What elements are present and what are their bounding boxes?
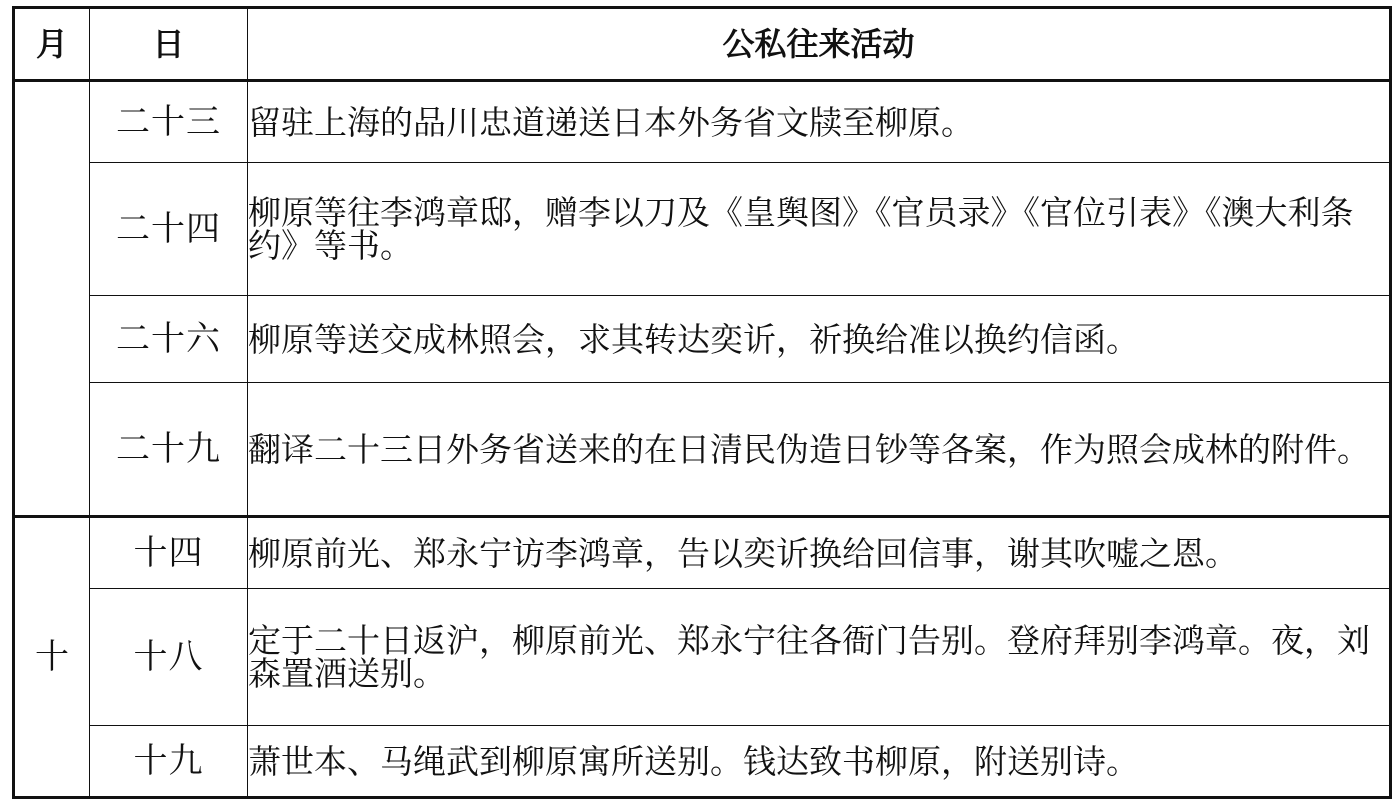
header-day: 日: [90, 8, 248, 81]
header-month: 月: [14, 8, 90, 81]
day-cell: 二十三: [90, 81, 248, 163]
table-row: [14, 296, 1391, 383]
day-cell: 十九: [90, 726, 248, 798]
activity-cell: 柳原前光、郑永宁访李鸿章，告以奕䜣换给回信事，谢其吹嘘之恩。: [248, 517, 1391, 589]
day-cell: 十四: [90, 517, 248, 589]
day-cell: 十八: [90, 589, 248, 726]
day-cell: 二十九: [90, 383, 248, 517]
table-row: [14, 383, 1391, 517]
table-row: [14, 81, 1391, 163]
table-row: [14, 517, 1391, 589]
table-row: [14, 163, 1391, 296]
activity-cell: 定于二十日返沪，柳原前光、郑永宁往各衙门告别。登府拜别李鸿章。夜，刘森置酒送别。: [248, 589, 1391, 726]
activity-cell: 萧世本、马绳武到柳原寓所送别。钱达致书柳原，附送别诗。: [248, 726, 1391, 798]
table-row: [14, 726, 1391, 798]
activity-table: [12, 6, 1392, 799]
table-row: [14, 589, 1391, 726]
activity-cell: 留驻上海的品川忠道递送日本外务省文牍至柳原。: [248, 81, 1391, 163]
day-cell: 二十四: [90, 163, 248, 296]
header-row: [14, 8, 1391, 81]
header-activity: 公私往来活动: [248, 8, 1391, 81]
activity-cell: 翻译二十三日外务省送来的在日清民伪造日钞等各案，作为照会成林的附件。: [248, 383, 1391, 517]
activity-cell: 柳原等往李鸿章邸，赠李以刀及《皇舆图》《官员录》《官位引表》《澳大利条约》等书。: [248, 163, 1391, 296]
activity-cell: 柳原等送交成林照会，求其转达奕䜣，祈换给准以换约信函。: [248, 296, 1391, 383]
month-cell: [14, 81, 90, 517]
month-cell: 十: [14, 517, 90, 798]
day-cell: 二十六: [90, 296, 248, 383]
